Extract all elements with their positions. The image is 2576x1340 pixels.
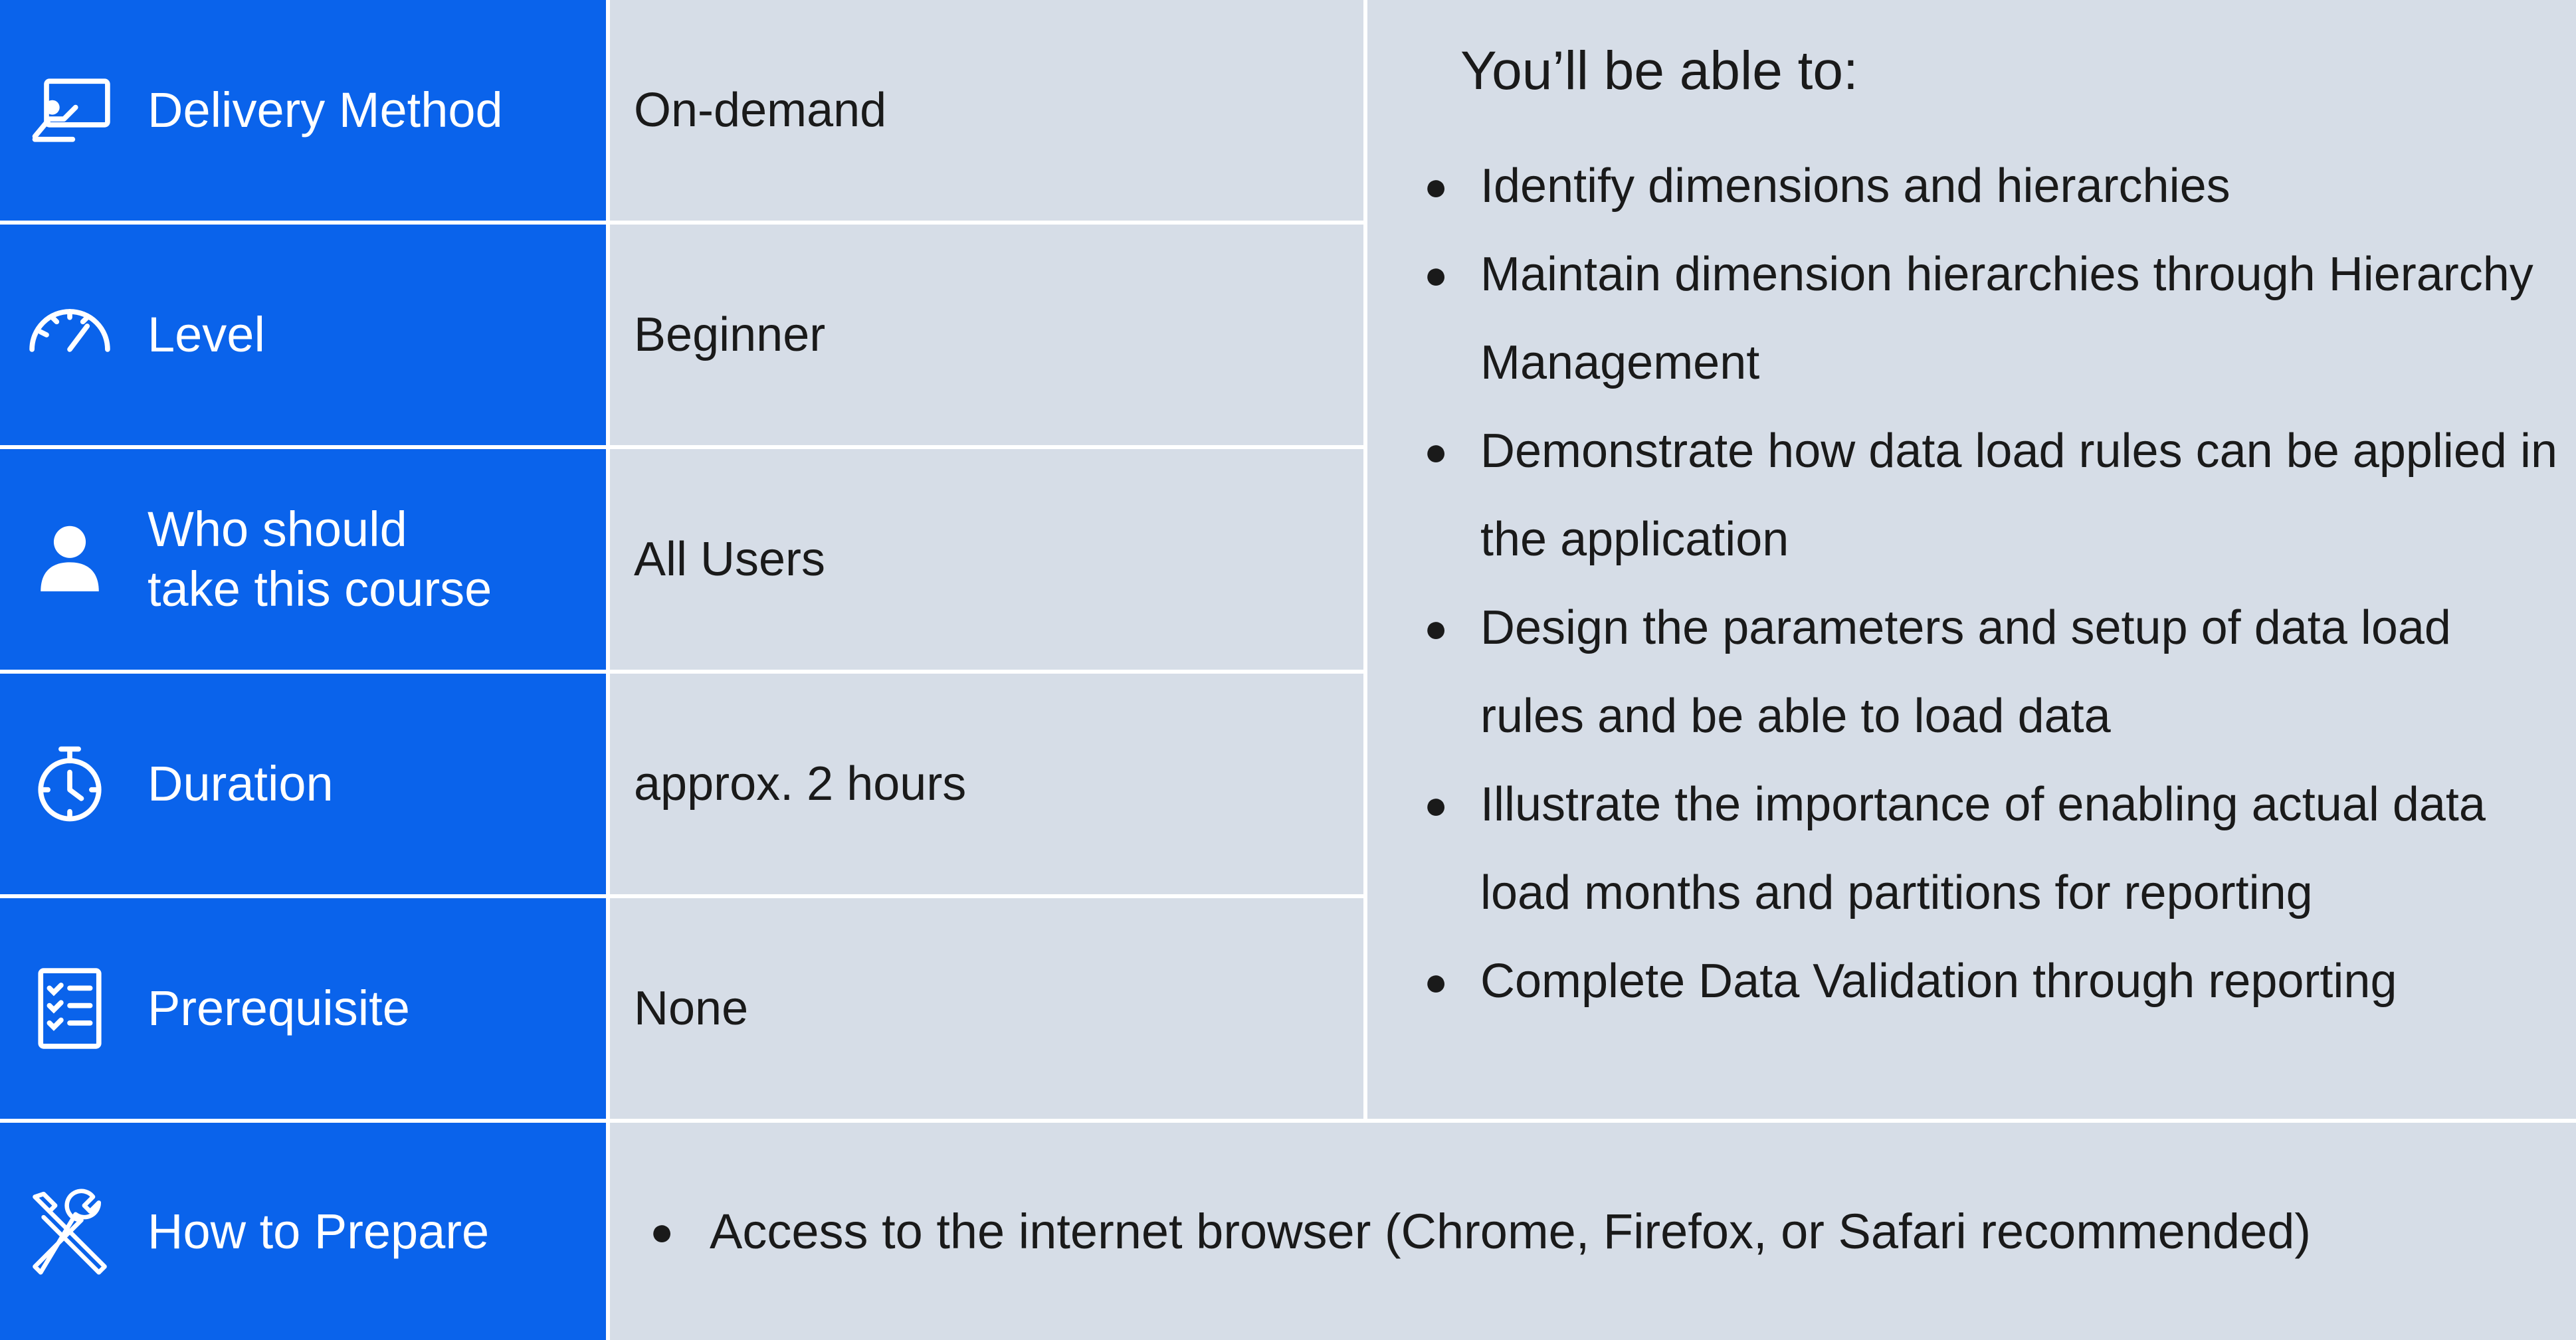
row-prerequisite-label <box>0 898 606 1119</box>
row-level-label <box>0 225 606 445</box>
row-how-to-prepare-label <box>0 1123 606 1340</box>
presentation-icon <box>20 60 120 160</box>
outcomes-heading: You’ll be able to: <box>1460 41 1858 101</box>
stopwatch-icon <box>20 734 120 834</box>
prerequisite-value: None <box>610 898 1363 1119</box>
tools-icon <box>20 1182 120 1282</box>
speedometer-icon <box>20 285 120 385</box>
row-duration-label <box>0 674 606 894</box>
delivery-method-label: Delivery Method <box>148 82 503 138</box>
outcomes-list <box>1407 142 2564 1026</box>
bullet-icon: ● <box>650 1209 674 1254</box>
bullet-icon: ● <box>1424 429 1448 474</box>
learning-outcomes-panel <box>1367 0 2576 1119</box>
outcome-item: ● Identify dimensions and hierarchies <box>1480 142 2564 231</box>
outcome-item: ● Demonstrate how data load rules can be applied in the application <box>1480 407 2564 584</box>
duration-label: Duration <box>148 756 334 811</box>
level-label: Level <box>148 307 265 362</box>
outcome-item: ● Complete Data Validation through reporting <box>1480 937 2564 1026</box>
row-delivery-method-label <box>0 0 606 221</box>
outcome-item: ● Maintain dimension hierarchies through Hierarchy Management <box>1480 231 2564 407</box>
person-icon <box>20 510 120 609</box>
outcome-item: ● Design the parameters and setup of data load rules and be able to load data <box>1480 584 2564 761</box>
bullet-icon: ● <box>1424 783 1448 827</box>
how-to-prepare-label: How to Prepare <box>148 1203 490 1259</box>
duration-value: approx. 2 hours <box>610 674 1363 894</box>
checklist-icon <box>20 959 120 1058</box>
delivery-method-value: On-demand <box>610 0 1363 221</box>
prerequisite-label: Prerequisite <box>148 981 410 1036</box>
bullet-icon: ● <box>1424 959 1448 1004</box>
bullet-icon: ● <box>1424 164 1448 209</box>
how-to-prepare-value: ● Access to the internet browser (Chrome, Firefox, or Safari recommended) <box>610 1123 2576 1340</box>
row-audience-label <box>0 449 606 670</box>
audience-value: All Users <box>610 449 1363 670</box>
bullet-icon: ● <box>1424 606 1448 650</box>
level-value: Beginner <box>610 225 1363 445</box>
audience-label: Who should take this course <box>148 502 492 617</box>
outcome-item: ● Illustrate the importance of enabling actual data load months and partitions for reporting <box>1480 761 2564 937</box>
bullet-icon: ● <box>1424 252 1448 297</box>
